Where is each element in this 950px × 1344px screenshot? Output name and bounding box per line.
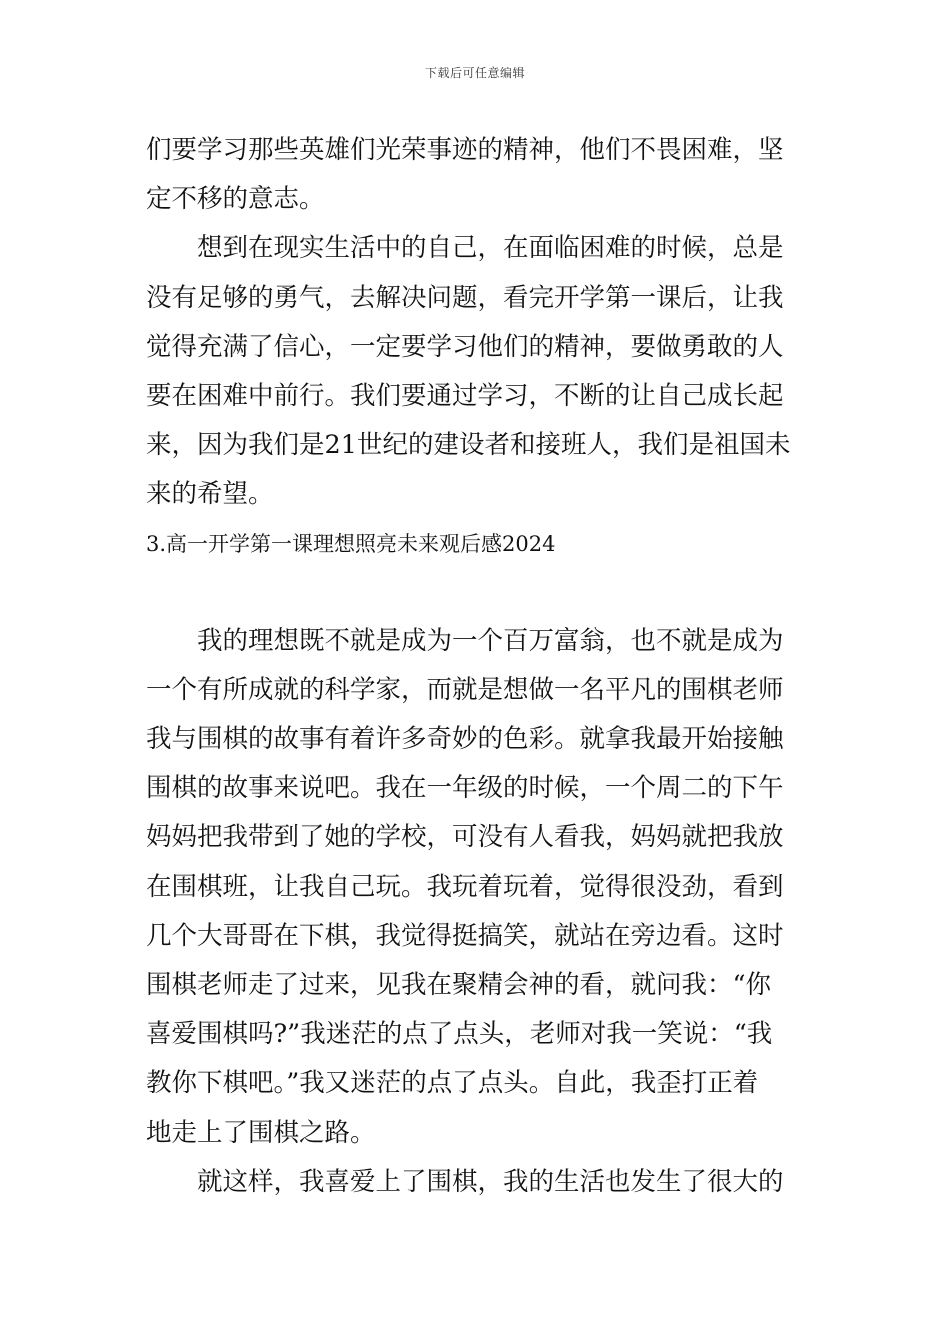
text-line: 一个有所成就的科学家，而就是想做一名平凡的围棋老师 <box>146 674 784 705</box>
text-line: 我的理想既不就是成为一个百万富翁，也不就是成为 <box>197 625 784 656</box>
text-line: 想到在现实生活中的自己，在面临困难的时候，总是 <box>197 233 784 264</box>
paragraph-1 <box>146 126 806 224</box>
document-body <box>146 126 806 1207</box>
text-line: 就这样，我喜爱上了围棋，我的生活也发生了很大的 <box>197 1166 784 1197</box>
text-line: 在围棋班，让我自己玩。我玩着玩着，觉得很没劲，看到 <box>146 871 784 902</box>
text-line: 来的希望。 <box>146 479 274 510</box>
text-line: 们要学习那些英雄们光荣事迹的精神，他们不畏困难，坚 <box>146 135 784 165</box>
text-line: 定不移的意志。 <box>146 184 325 215</box>
text-line: 围棋老师走了过来，见我在聚精会神的看，就问我：“你 <box>146 970 772 1000</box>
paragraph-4 <box>146 1158 806 1207</box>
text-line: 几个大哥哥在下棋，我觉得挺搞笑，就站在旁边看。这时 <box>146 920 784 951</box>
text-line: 没有足够的勇气，去解决问题，看完开学第一课后，让我 <box>146 282 784 313</box>
text-line: 地走上了围棋之路。 <box>146 1117 376 1148</box>
text-line: 喜爱围棋吗?”我迷茫的点了点头，老师对我一笑说：“我 <box>146 1019 773 1050</box>
text-line: 围棋的故事来说吧。我在一年级的时候，一个周二的下午 <box>146 773 784 804</box>
paragraph-2 <box>146 224 806 519</box>
text-line: 我与围棋的故事有着许多奇妙的色彩。就拿我最开始接触 <box>146 724 784 755</box>
text-line: 要在困难中前行。我们要通过学习，不断的让自己成长起 <box>146 380 784 411</box>
paragraph-3 <box>146 617 806 1158</box>
text-line: 来，因为我们是21世纪的建设者和接班人，我们是祖国未 <box>146 430 791 461</box>
page-header-note: 下载后可任意编辑 <box>424 66 525 80</box>
text-line: 觉得充满了信心，一定要学习他们的精神，要做勇敢的人 <box>146 331 784 362</box>
text-line: 教你下棋吧。”我又迷茫的点了点头。自此，我歪打正着 <box>146 1068 759 1099</box>
text-line: 妈妈把我带到了她的学校，可没有人看我，妈妈就把我放 <box>146 822 784 853</box>
section-spacer <box>146 569 806 617</box>
section-heading: 3.高一开学第一课理想照亮未来观后感2024 <box>146 531 556 556</box>
